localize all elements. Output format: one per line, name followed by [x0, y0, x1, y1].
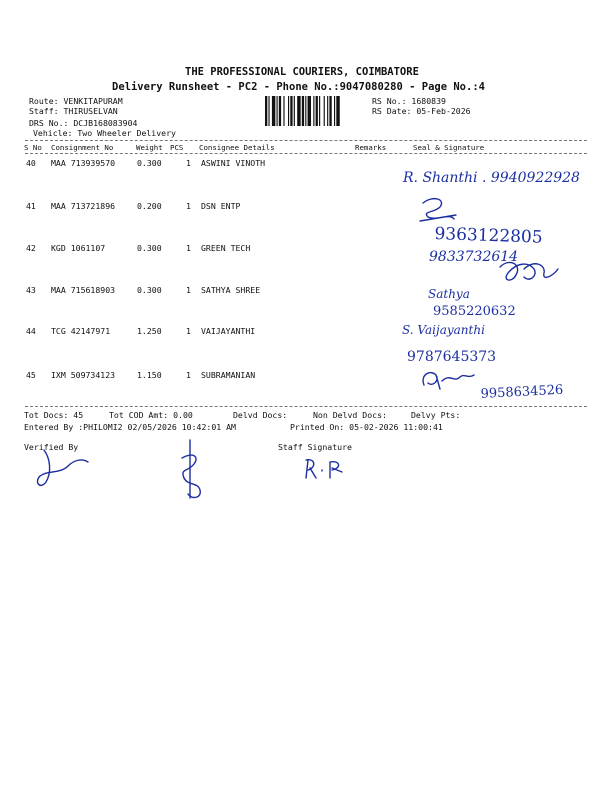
svg-text:9363122805: 9363122805 — [434, 223, 543, 248]
svg-text:9958634526: 9958634526 — [480, 382, 564, 402]
delivery-points: Delvy Pts: — [411, 410, 461, 420]
row-sno: 42 — [26, 243, 36, 253]
svg-text:S. Vaijayanthi: S. Vaijayanthi — [402, 323, 485, 337]
row-weight: 1.150 — [137, 370, 162, 380]
row-consignment: IXM 509734123 — [51, 370, 116, 380]
col-consignment: Consignment No — [51, 143, 114, 152]
delivered-docs: Delvd Docs: — [233, 410, 288, 420]
row-consignee: VAIJAYANTHI — [201, 326, 256, 336]
row-sno: 40 — [26, 158, 36, 168]
row-consignment: MAA 713939570 — [51, 158, 116, 168]
col-pcs: PCS — [170, 143, 184, 152]
handwritten-phone-41 — [435, 220, 585, 246]
col-consignee: Consignee Details — [199, 143, 275, 152]
col-weight: Weight — [136, 143, 163, 152]
barcode-bar — [334, 96, 335, 126]
printed-on: Printed On: 05-02-2026 11:00:41 — [290, 422, 443, 432]
total-docs: Tot Docs: 45 — [24, 410, 84, 420]
handwritten-phone-45 — [480, 382, 590, 406]
barcode-bar — [268, 96, 269, 126]
barcode-bar — [308, 96, 311, 126]
barcode-graphic — [265, 96, 368, 126]
row-consignee: ASWINI VINOTH — [201, 158, 266, 168]
barcode-bar — [279, 96, 281, 126]
row-consignee: SUBRAMANIAN — [201, 370, 256, 380]
barcode-bar — [277, 96, 278, 126]
verified-by-signature — [30, 448, 100, 493]
row-weight: 1.250 — [137, 326, 162, 336]
table-header-rule — [25, 153, 587, 154]
row-pcs: 1 — [186, 158, 191, 168]
entered-by: Entered By :PHILOMI2 02/05/2026 10:42:01 AM — [24, 422, 236, 432]
staff-text: Staff: THIRUSELVAN — [29, 106, 118, 116]
barcode-bar — [327, 96, 328, 126]
barcode-bar — [290, 96, 292, 126]
handwritten-signature-40 — [403, 166, 593, 190]
table-bottom-rule — [25, 406, 587, 407]
route-text: Route: VENKITAPURAM — [29, 96, 123, 106]
row-sno: 43 — [26, 285, 36, 295]
barcode-bar — [313, 96, 314, 126]
col-seal: Seal & Signature — [413, 143, 485, 152]
barcode-bar — [305, 96, 306, 126]
row-weight: 0.300 — [137, 285, 162, 295]
barcode-bar — [324, 96, 325, 126]
row-pcs: 1 — [186, 201, 191, 211]
col-remarks: Remarks — [355, 143, 387, 152]
row-pcs: 1 — [186, 243, 191, 253]
handwritten-signature-45 — [418, 365, 478, 395]
row-pcs: 1 — [186, 370, 191, 380]
vehicle-text: Vehicle: Two Wheeler Delivery — [33, 128, 176, 138]
svg-text:Sathya: Sathya — [428, 287, 470, 301]
rs-no-text: RS No.: 1680839 — [372, 96, 446, 106]
row-sno: 45 — [26, 370, 36, 380]
row-pcs: 1 — [186, 326, 191, 336]
row-consignee: DSN ENTP — [201, 201, 241, 211]
barcode — [265, 96, 368, 126]
row-sno: 44 — [26, 326, 36, 336]
table-top-rule — [25, 140, 587, 141]
barcode-bar — [329, 96, 331, 126]
row-weight: 0.300 — [137, 243, 162, 253]
row-consignment: KGD 1061107 — [51, 243, 106, 253]
row-sno: 41 — [26, 201, 36, 211]
barcode-bar — [283, 96, 284, 126]
row-consignee: SATHYA SHREE — [201, 285, 261, 295]
barcode-bar — [336, 96, 339, 126]
row-consignee: GREEN TECH — [201, 243, 251, 253]
rs-date-text: RS Date: 05-Feb-2026 — [372, 106, 471, 116]
barcode-bar — [288, 96, 289, 126]
non-delivered-docs: Non Delvd Docs: — [313, 410, 387, 420]
handwritten-name-44 — [402, 320, 522, 340]
row-pcs: 1 — [186, 285, 191, 295]
row-weight: 0.200 — [137, 201, 162, 211]
svg-text:9833732614: 9833732614 — [429, 249, 519, 265]
staff-signature-label: Staff Signature — [278, 442, 352, 452]
barcode-bar — [319, 96, 320, 126]
drs-text: DRS No.: DCJB168083904 — [29, 118, 138, 128]
barcode-bar — [272, 96, 275, 126]
svg-text:R. Shanthi . 9940922928: R. Shanthi . 9940922928 — [403, 170, 580, 186]
runsheet-title: Delivery Runsheet - PC2 - Phone No.:9047080280 - Page No.:4 — [112, 81, 485, 93]
barcode-bar — [302, 96, 304, 126]
barcode-bar — [297, 96, 300, 126]
verified-by-label: Verified By — [24, 442, 79, 452]
barcode-bar — [265, 96, 267, 126]
barcode-bar — [294, 96, 295, 126]
company-title: THE PROFESSIONAL COURIERS, COIMBATORE — [185, 66, 419, 78]
entered-by-signature — [172, 438, 212, 504]
svg-text:9585220632: 9585220632 — [433, 304, 516, 319]
col-sno: S No — [24, 143, 42, 152]
row-consignment: TCG 42147971 — [51, 326, 111, 336]
row-consignment: MAA 715618903 — [51, 285, 116, 295]
total-cod: Tot COD Amt: 0.00 — [109, 410, 193, 420]
staff-signature — [302, 456, 352, 482]
svg-text:9787645373: 9787645373 — [407, 349, 497, 365]
barcode-bar — [316, 96, 318, 126]
row-weight: 0.300 — [137, 158, 162, 168]
row-consignment: MAA 713721896 — [51, 201, 116, 211]
